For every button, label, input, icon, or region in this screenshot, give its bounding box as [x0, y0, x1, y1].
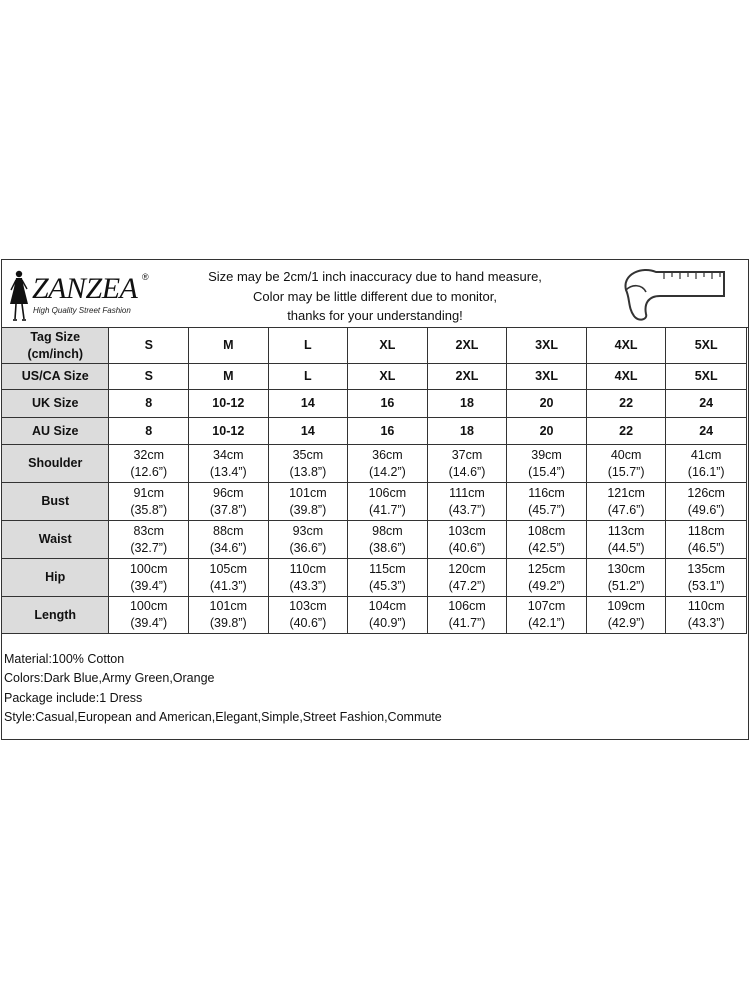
size-row-us-ca-size [2, 364, 747, 390]
row-label: Waist [2, 521, 109, 559]
size-cell: 125cm (49.2”) [507, 559, 587, 597]
size-cell: 14 [268, 390, 348, 418]
size-cell: 2XL [427, 364, 507, 390]
size-cell: 96cm (37.8”) [189, 483, 269, 521]
size-cell: 37cm (14.6”) [427, 445, 507, 483]
size-cell: 121cm (47.6”) [586, 483, 666, 521]
measurement-notice [162, 267, 588, 326]
size-cell: 91cm (35.8”) [109, 483, 189, 521]
size-cell: 39cm (15.4”) [507, 445, 587, 483]
material-text: Material:100% Cotton [4, 652, 125, 666]
size-row-au-size [2, 418, 747, 445]
row-label: Shoulder [2, 445, 109, 483]
row-label: US/CA Size [2, 364, 109, 390]
size-row-length [2, 597, 747, 634]
size-cell: 2XL [427, 328, 507, 364]
size-cell: 3XL [507, 328, 587, 364]
size-row-tag-size [2, 328, 747, 364]
colors-text: Colors:Dark Blue,Army Green,Orange [4, 671, 215, 686]
size-cell: 116cm (45.7”) [507, 483, 587, 521]
size-cell: L [268, 364, 348, 390]
size-cell: 103cm (40.6”) [268, 597, 348, 634]
brand-name: ZANZEA [32, 272, 138, 305]
size-chart-panel [1, 259, 749, 740]
row-label: Length [2, 597, 109, 634]
size-cell: 4XL [586, 328, 666, 364]
size-cell: 101cm (39.8”) [268, 483, 348, 521]
size-cell: 22 [586, 390, 666, 418]
size-cell: 106cm (41.7”) [348, 483, 428, 521]
size-table [1, 327, 747, 634]
notice-line: Size may be 2cm/1 inch inaccuracy due to hand measure, [208, 269, 542, 284]
size-cell: 115cm (45.3”) [348, 559, 428, 597]
notice-line: thanks for your understanding! [287, 308, 463, 323]
size-cell: 120cm (47.2”) [427, 559, 507, 597]
row-label: Tag Size (cm/inch) [2, 328, 109, 364]
size-cell: S [109, 364, 189, 390]
size-cell: 110cm (43.3”) [666, 597, 747, 634]
measuring-tape-icon [612, 262, 730, 324]
size-cell: 10-12 [189, 390, 269, 418]
size-cell: 18 [427, 390, 507, 418]
size-cell: 83cm (32.7”) [109, 521, 189, 559]
size-cell: 18 [427, 418, 507, 445]
size-cell: 5XL [666, 328, 747, 364]
size-cell: 16 [348, 390, 428, 418]
size-cell: 109cm (42.9”) [586, 597, 666, 634]
size-cell: 20 [507, 390, 587, 418]
size-row-hip [2, 559, 747, 597]
size-row-bust [2, 483, 747, 521]
size-cell: 35cm (13.8”) [268, 445, 348, 483]
brand-logo [6, 266, 156, 324]
size-cell: 88cm (34.6”) [189, 521, 269, 559]
style-text: Style:Casual,European and American,Elegant,Simple,Street Fashion,Commute [4, 709, 442, 724]
size-cell: 135cm (53.1”) [666, 559, 747, 597]
size-row-uk-size [2, 390, 747, 418]
size-cell: 10-12 [189, 418, 269, 445]
size-cell: 8 [109, 390, 189, 418]
size-cell: XL [348, 328, 428, 364]
size-cell: 100cm (39.4”) [109, 597, 189, 634]
size-cell: 4XL [586, 364, 666, 390]
size-cell: 20 [507, 418, 587, 445]
size-cell: 108cm (42.5”) [507, 521, 587, 559]
size-cell: 113cm (44.5”) [586, 521, 666, 559]
size-cell: 40cm (15.7”) [586, 445, 666, 483]
chart-header [2, 260, 748, 328]
row-label: Hip [2, 559, 109, 597]
size-cell: M [189, 328, 269, 364]
brand-tagline: High Quality Street Fashion [33, 306, 131, 315]
notice-line: Color may be little different due to monitor, [253, 288, 497, 304]
registered-mark: ® [142, 272, 149, 282]
size-row-waist [2, 521, 747, 559]
size-cell: XL [348, 364, 428, 390]
size-cell: 36cm (14.2”) [348, 445, 428, 483]
size-cell: 98cm (38.6”) [348, 521, 428, 559]
size-cell: 24 [666, 418, 747, 445]
size-cell: 16 [348, 418, 428, 445]
size-cell: 111cm (43.7”) [427, 483, 507, 521]
size-cell: 106cm (41.7”) [427, 597, 507, 634]
fashion-model-icon [6, 266, 32, 324]
row-label: AU Size [2, 418, 109, 445]
row-label: Bust [2, 483, 109, 521]
product-details [4, 650, 442, 727]
size-cell: 5XL [666, 364, 747, 390]
size-cell: 41cm (16.1”) [666, 445, 747, 483]
size-cell: L [268, 328, 348, 364]
size-cell: S [109, 328, 189, 364]
size-cell: 22 [586, 418, 666, 445]
size-cell: 32cm (12.6”) [109, 445, 189, 483]
size-cell: 8 [109, 418, 189, 445]
size-cell: 24 [666, 390, 747, 418]
row-label: UK Size [2, 390, 109, 418]
size-cell: 118cm (46.5”) [666, 521, 747, 559]
size-cell: 93cm (36.6”) [268, 521, 348, 559]
size-cell: 14 [268, 418, 348, 445]
size-cell: M [189, 364, 269, 390]
size-cell: 107cm (42.1”) [507, 597, 587, 634]
size-cell: 126cm (49.6”) [666, 483, 747, 521]
size-cell: 34cm (13.4”) [189, 445, 269, 483]
size-cell: 101cm (39.8”) [189, 597, 269, 634]
size-cell: 103cm (40.6”) [427, 521, 507, 559]
size-cell: 104cm (40.9”) [348, 597, 428, 634]
package-text: Package include:1 Dress [4, 690, 143, 705]
size-row-shoulder [2, 445, 747, 483]
size-cell: 110cm (43.3”) [268, 559, 348, 597]
size-cell: 100cm (39.4”) [109, 559, 189, 597]
size-cell: 3XL [507, 364, 587, 390]
size-cell: 130cm (51.2”) [586, 559, 666, 597]
size-cell: 105cm (41.3”) [189, 559, 269, 597]
